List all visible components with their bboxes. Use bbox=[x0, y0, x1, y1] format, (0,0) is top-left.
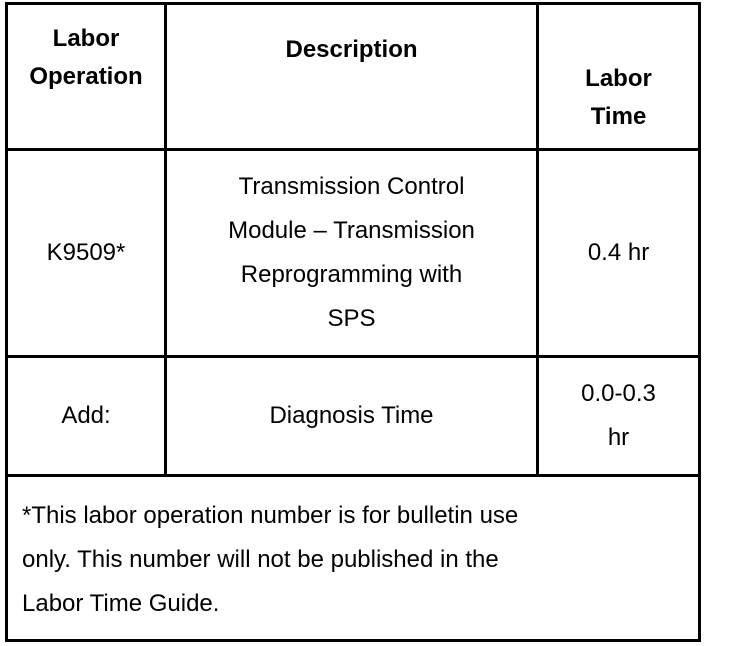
table-row-2-operation bbox=[8, 358, 164, 474]
footnote-line: Labor Time Guide. bbox=[22, 590, 220, 617]
table-row-1-time bbox=[539, 151, 698, 355]
header-description bbox=[167, 30, 536, 70]
header-labor-operation bbox=[8, 20, 164, 96]
header-labor-time bbox=[539, 58, 698, 138]
cell-text: hr bbox=[607, 424, 630, 451]
footnote bbox=[22, 494, 682, 626]
table-row-2-time bbox=[539, 358, 698, 474]
header-text: Labor bbox=[52, 25, 120, 52]
table-row-1-operation bbox=[8, 151, 164, 355]
cell-text: SPS bbox=[327, 305, 376, 332]
header-text: Operation bbox=[29, 63, 143, 90]
cell-text: K9509* bbox=[46, 239, 126, 266]
cell-text: Diagnosis Time bbox=[269, 402, 434, 429]
table-row-1-description bbox=[167, 151, 536, 355]
footnote-divider bbox=[5, 474, 701, 477]
header-text: Labor bbox=[585, 65, 652, 92]
labor-time-table bbox=[5, 2, 701, 642]
cell-text: Add: bbox=[61, 402, 111, 429]
footnote-line: only. This number will not be published in the bbox=[22, 546, 499, 573]
header-text: Description bbox=[285, 36, 418, 63]
table-border-bottom bbox=[5, 639, 701, 642]
header-text: Time bbox=[590, 103, 647, 130]
footnote-line: *This labor operation number is for bulletin use bbox=[22, 502, 519, 529]
cell-text: Module – Transmission bbox=[228, 217, 475, 244]
cell-text: 0.4 hr bbox=[587, 239, 650, 266]
cell-text: 0.0-0.3 bbox=[581, 380, 656, 407]
table-border-top bbox=[5, 2, 701, 5]
table-row-2-description bbox=[167, 358, 536, 474]
cell-text: Transmission Control bbox=[238, 173, 465, 200]
cell-text: Reprogramming with bbox=[240, 261, 463, 288]
table-border-right bbox=[698, 2, 701, 642]
